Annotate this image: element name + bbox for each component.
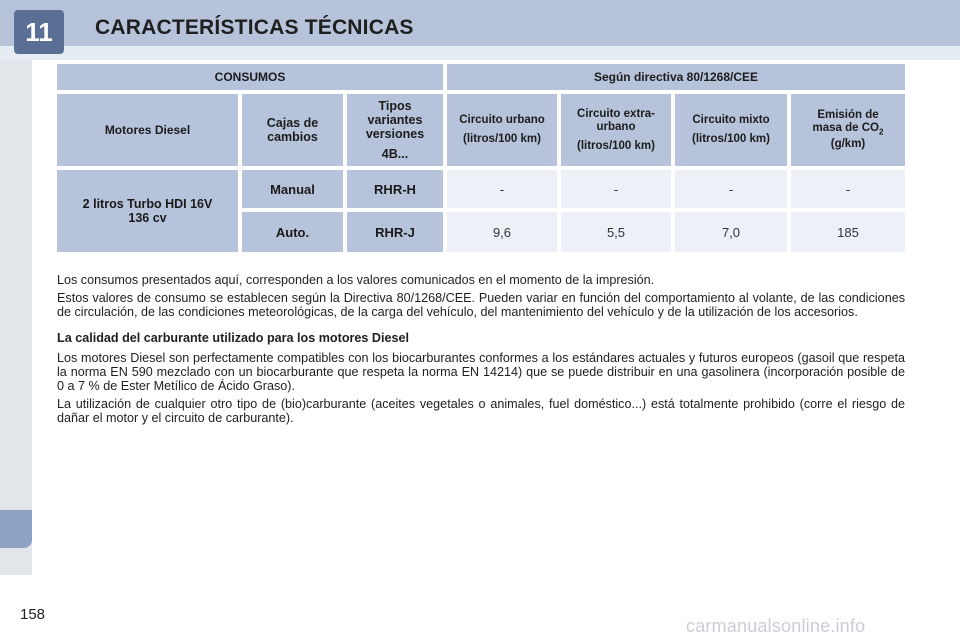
paragraph: Los motores Diesel son perfectamente compatibles con los biocarburantes conformes a los estándares actuales y futuros europeos (gasoil que respeta la norma EN 590 mezclado con un biocarburante que respeta la norma EN 14214) que se puede distribuir en una gasolinera (incorporación posible de 0 a 7 % de Ester Metílico de Ácido Graso). (57, 351, 905, 393)
table-cell-urbano: - (447, 170, 557, 208)
table-row-caja: Manual (242, 170, 343, 208)
engine-line2: 136 cv (128, 211, 167, 225)
side-strip (0, 60, 32, 575)
body-text (57, 273, 905, 429)
table-row-tipo: RHR-H (347, 170, 443, 208)
directive-header: Según directiva 80/1268/CEE (447, 64, 905, 90)
table-cell-extra: 5,5 (561, 212, 671, 252)
table-cell-emision: - (791, 170, 905, 208)
section-heading: La calidad del carburante utilizado para los motores Diesel (57, 331, 410, 345)
tipos-line1: Tipos (378, 99, 412, 113)
paragraph: La utilización de cualquier otro tipo de (bio)carburante (aceites vegetales o animales, fuel doméstico...) está totalmente prohibido (corre el riesgo de dañar el motor y el circuito de carburante). (57, 397, 905, 425)
tipos-sub: 4B... (381, 147, 409, 161)
engine-label (57, 170, 238, 252)
side-strip-accent (0, 510, 32, 548)
extra-line2: urbano (596, 120, 636, 133)
table-cell-mixto: - (675, 170, 787, 208)
emision-line2 (813, 122, 884, 138)
watermark: carmanualsonline.info (686, 616, 866, 636)
mixto-line1: Circuito mixto (692, 114, 770, 126)
col-header-tipos (347, 94, 443, 166)
header-band-light (0, 46, 960, 60)
table-cell-urbano: 9,6 (447, 212, 557, 252)
extra-unit: (litros/100 km) (577, 139, 655, 152)
table-cell-extra: - (561, 170, 671, 208)
page-number: 158 (20, 606, 46, 623)
table-row-tipo: RHR-J (347, 212, 443, 252)
emision-line1: Emisión de (817, 108, 879, 121)
col-header-extra (561, 94, 671, 166)
chapter-number: 11 (25, 16, 53, 47)
paragraph: Estos valores de consumo se establecen según la Directiva 80/1268/CEE. Pueden variar en función del comportamiento al volante, de las condiciones de circulación, de las condiciones meteorológicas, de la carga del vehículo, del mantenimiento del vehículo y de la utilización de los accesorios. (57, 291, 905, 319)
emision-subscript: 2 (879, 127, 884, 137)
urbano-line1: Circuito urbano (459, 114, 545, 126)
tipos-line3: versiones (365, 127, 425, 141)
col-header-cajas (242, 94, 343, 166)
mixto-unit: (litros/100 km) (692, 133, 770, 145)
table-cell-emision: 185 (791, 212, 905, 252)
cajas-line2: cambios (267, 130, 318, 144)
chapter-tab (14, 10, 64, 54)
paragraph: Los consumos presentados aquí, corresponden a los valores comunicados en el momento de la impresión. (57, 273, 655, 287)
col-header-mixto (675, 94, 787, 166)
col-header-emision (791, 94, 905, 166)
table-row-caja: Auto. (242, 212, 343, 252)
engine-line1: 2 litros Turbo HDI 16V (82, 197, 213, 211)
emision-unit: (g/km) (830, 138, 866, 151)
col-header-urbano (447, 94, 557, 166)
cajas-line1: Cajas de (266, 116, 319, 130)
extra-line1: Circuito extra- (577, 107, 655, 120)
emision-co: masa de CO (812, 121, 880, 134)
urbano-unit: (litros/100 km) (463, 133, 541, 145)
table-cell-mixto: 7,0 (675, 212, 787, 252)
tipos-line2: variantes (367, 113, 423, 127)
col-header-motores: Motores Diesel (57, 94, 238, 166)
page-title: CARACTERÍSTICAS TÉCNICAS (95, 16, 414, 39)
consumos-header: CONSUMOS (57, 64, 443, 90)
